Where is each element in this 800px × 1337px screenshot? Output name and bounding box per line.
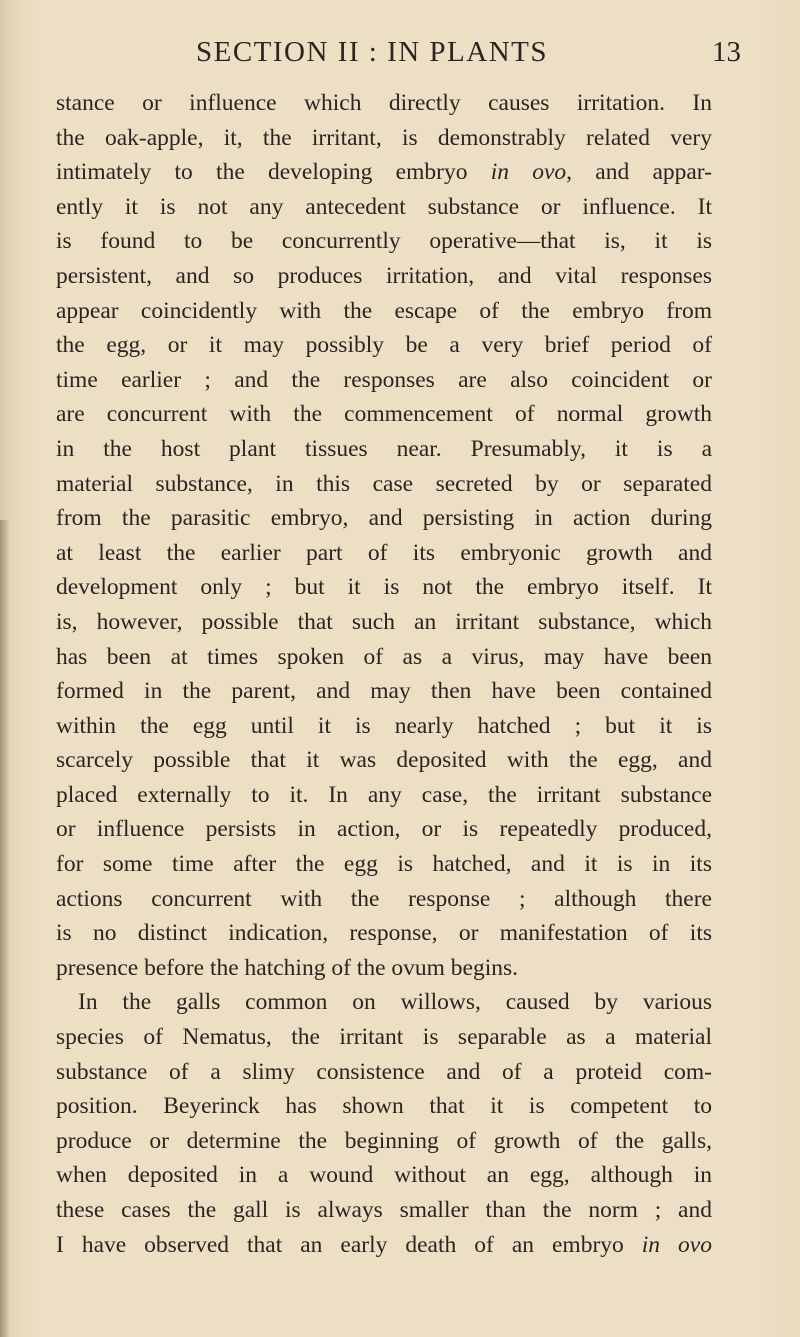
- text-line: [56, 536, 712, 571]
- text-segment: within the egg until it is nearly hatched ; but it is: [56, 712, 712, 739]
- text-segment: in the host plant tissues near. Presumably, it is a: [56, 435, 712, 462]
- text-segment: is found to be concurrently operative—that is, it is: [56, 228, 712, 255]
- text-segment: has been at times spoken of as a virus, may have been: [56, 643, 712, 670]
- text-segment: the oak-apple, it, the irritant, is demonstrably related very: [56, 124, 712, 151]
- section-title: SECTION II : IN PLANTS: [196, 36, 548, 68]
- text-segment: for some time after the egg is hatched, and it is in its: [56, 851, 712, 878]
- text-segment: ently it is not any antecedent substance or influence. It: [56, 193, 712, 220]
- text-line: [56, 1228, 712, 1263]
- text-line: [56, 640, 712, 675]
- binding-shadow: [0, 520, 10, 1337]
- text-segment: at least the earlier part of its embryonic growth and: [56, 539, 712, 566]
- text-line: [56, 882, 712, 917]
- page-number: 13: [712, 36, 741, 68]
- text-segment: material substance, in this case secreted by or separated: [56, 470, 712, 497]
- text-line: [56, 259, 712, 294]
- text-segment: In the galls common on willows, caused by various: [78, 989, 712, 1016]
- text-line: [56, 467, 712, 502]
- text-segment: is no distinct indication, response, or manifestation of its: [56, 920, 712, 947]
- text-line: [56, 86, 712, 121]
- text-segment: appear coincidently with the escape of the embryo from: [56, 297, 712, 324]
- text-line: [56, 190, 712, 225]
- text-segment: is, however, possible that such an irritant substance, which: [56, 608, 712, 635]
- text-segment: formed in the parent, and may then have been contained: [56, 678, 712, 705]
- text-segment: produce or determine the beginning of growth of the galls,: [56, 1127, 712, 1154]
- text-segment: are concurrent with the commencement of normal growth: [56, 401, 712, 428]
- text-line: [56, 155, 712, 190]
- text-line: [56, 397, 712, 432]
- text-segment: placed externally to it. In any case, the irritant substance: [56, 781, 712, 808]
- text-line: [56, 1158, 712, 1193]
- text-segment: time earlier ; and the responses are also coincident or: [56, 366, 712, 393]
- text-segment: position. Beyerinck has shown that it is competent to: [56, 1093, 712, 1120]
- text-line: [56, 1089, 712, 1124]
- text-line: [56, 951, 712, 986]
- text-line: [56, 674, 712, 709]
- text-segment: stance or influence which directly causes irritation. In: [56, 90, 712, 116]
- text-line: [56, 916, 712, 951]
- italic-phrase: in ovo: [641, 1231, 712, 1258]
- text-line: [56, 121, 712, 156]
- text-line: [56, 328, 712, 363]
- text-line: [56, 501, 712, 536]
- text-line: [56, 1020, 712, 1055]
- text-segment: persistent, and so produces irritation, and vital responses: [56, 262, 712, 289]
- text-segment: I have observed that an early death of an embryo: [56, 1231, 642, 1258]
- text-segment: the egg, or it may possibly be a very brief period of: [56, 332, 712, 359]
- text-segment: development only ; but it is not the embryo itself. It: [56, 574, 712, 601]
- text-line: [56, 363, 712, 398]
- text-line: [56, 743, 712, 778]
- text-line: [56, 570, 712, 605]
- text-segment: these cases the gall is always smaller than the norm ; and: [56, 1197, 712, 1223]
- text-line: [56, 778, 712, 813]
- text-line: [56, 432, 712, 467]
- text-line: [56, 224, 712, 259]
- text-segment: intimately to the developing embryo: [56, 159, 491, 186]
- text-segment: species of Nematus, the irritant is separable as a material: [56, 1024, 712, 1051]
- text-segment: presence before the hatching of the ovum begins.: [56, 954, 519, 981]
- text-line: [56, 1124, 712, 1159]
- text-line: [56, 709, 712, 744]
- text-segment: when deposited in a wound without an egg, although in: [56, 1162, 712, 1189]
- running-head: [0, 32, 800, 76]
- text-line: [56, 847, 712, 882]
- text-segment: or influence persists in action, or is repeatedly produced,: [56, 816, 712, 843]
- text-line: [56, 1055, 712, 1090]
- text-segment: actions concurrent with the response ; although there: [56, 885, 712, 912]
- italic-phrase: in ovo: [490, 159, 567, 186]
- text-segment: from the parasitic embryo, and persisting in action during: [56, 505, 712, 532]
- text-line: [56, 812, 712, 847]
- text-line: [56, 1193, 712, 1228]
- text-segment: , and appar-: [566, 159, 712, 186]
- text-segment: substance of a slimy consistence and of a proteid com-: [56, 1058, 712, 1085]
- text-segment: scarcely possible that it was deposited with the egg, and: [56, 747, 712, 774]
- text-line: [56, 294, 712, 329]
- text-line: [56, 985, 712, 1020]
- text-line: [56, 605, 712, 640]
- body-text: [56, 86, 712, 1262]
